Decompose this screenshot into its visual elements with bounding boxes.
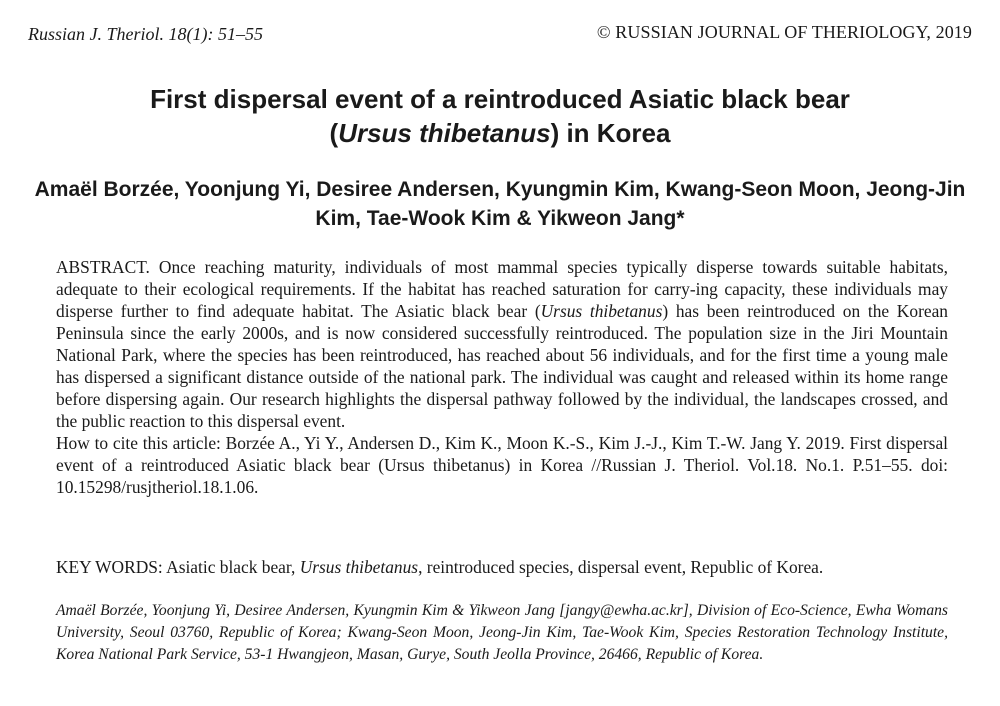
running-head: [28, 20, 972, 46]
abstract-paragraph: [56, 256, 948, 432]
title-rest: ) in Korea: [550, 118, 671, 148]
title-line-1: First dispersal event of a reintroduced Asiatic black bear: [150, 84, 850, 114]
keywords-start: KEY WORDS: Asiatic black bear,: [56, 557, 300, 577]
title-paren-open: (: [329, 118, 339, 148]
abstract-species: Ursus thibetanus: [540, 301, 663, 321]
author-affiliations: [56, 600, 948, 666]
affiliation-text: Amaël Borzée, Yoonjung Yi, Desiree Andersen, Kyungmin Kim & Yikweon Jang [jangy@ewha.ac.kr], Division of Eco-Science, Ewha Womans University, Seoul 03760, Republic of Korea; Kwang-Seon Moon, Jeong-Jin Kim, Tae-Wook Kim, Species Restoration Technology Institute, Korea National Park Service, 53-1 Hwangjeon, Masan, Gurye, South Jeolla Province, 26466, Republic of Korea.: [56, 602, 948, 663]
article-title: [60, 82, 940, 150]
citation-paragraph: How to cite this article: Borzée A., Yi Y., Andersen D., Kim K., Moon K.-S., Kim J.-J., Kim T.-W. Jang Y. 2019. First dispersal event of a reintroduced Asiatic black bear (Ursus thibetanus) in Korea //Russian J. Theriol. Vol.18. No.1. P.51–55. doi: 10.15298/rusjtheriol.18.1.06.: [56, 433, 948, 497]
journal-citation: Russian J. Theriol. 18(1): 51–55: [28, 24, 263, 44]
title-species: Ursus thibetanus: [338, 118, 551, 148]
keywords-rest: , reintroduced species, dispersal event, Republic of Korea.: [418, 557, 824, 577]
keywords-species: Ursus thibetanus: [299, 557, 419, 577]
author-list: Amaël Borzée, Yoonjung Yi, Desiree Andersen, Kyungmin Kim, Kwang-Seon Moon, Jeong-Jin Kim, Tae-Wook Kim & Yikweon Jang*: [34, 178, 966, 230]
abstract: [56, 256, 948, 498]
copyright-notice: © RUSSIAN JOURNAL OF THERIOLOGY, 2019: [596, 22, 972, 42]
abstract-text-end: ) has been reintroduced on the Korean Peninsula since the early 2000s, and is now considered successfully reintroduced. The population size in the Jiri Mountain National Park, where the species has been reintroduced, has reached about 56 individuals, and for the first time a young male has dispersed a significant distance outside of the national park. The individual was caught and released within its home range before dispersing again. Our research highlights the dispersal pathway followed by the individual, the landscapes crossed, and the public reaction to this dispersal event.: [56, 301, 948, 431]
abstract-text-start: ABSTRACT. Once reaching maturity, individuals of most mammal species typically disperse towards suitable habitats, adequate to their ecological requirements. If the habitat has reached saturation for carry-ing capacity, these individuals may disperse further to find adequate habitat. The Asiatic black bear (: [56, 257, 948, 321]
keywords: [56, 556, 948, 578]
